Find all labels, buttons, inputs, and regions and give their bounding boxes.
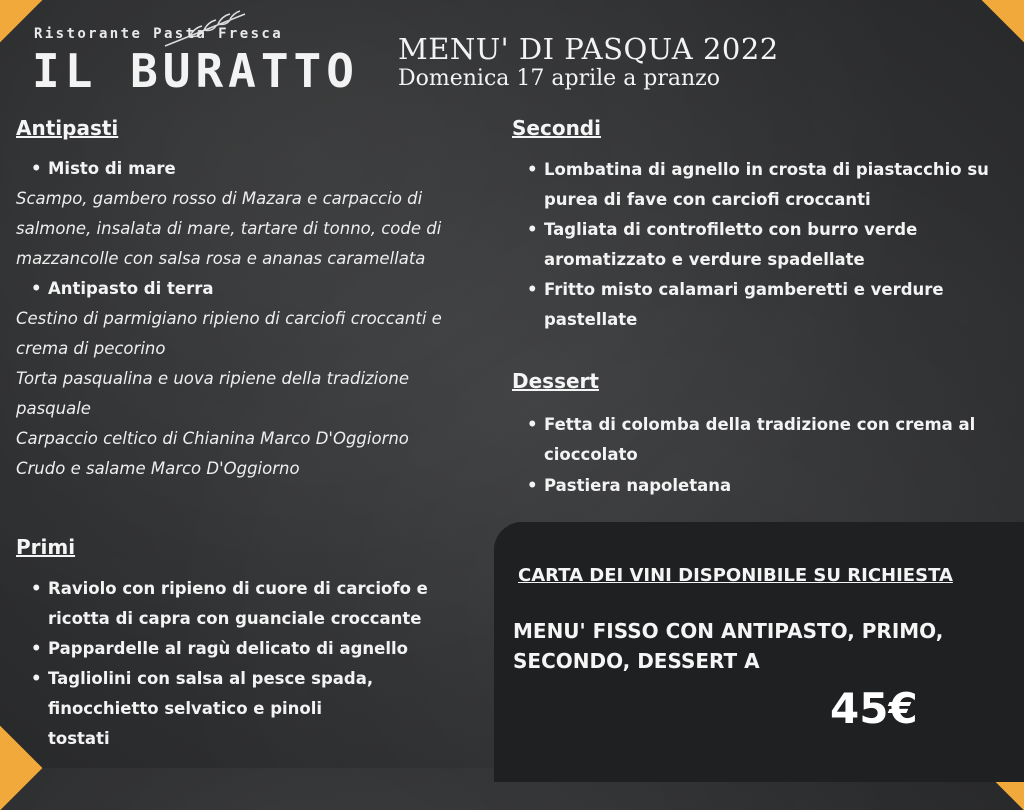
restaurant-logo: [32, 18, 359, 98]
primi-item-raviolo: • Raviolo con ripieno di cuore di carciofo e ricotta di capra con guanciale croccante: [48, 574, 443, 634]
primi-heading: Primi: [16, 535, 76, 559]
dessert-item-colomba: • Fetta di colomba della tradizione con crema al cioccolato: [544, 410, 984, 470]
logo-name: IL BURATTO: [32, 44, 359, 98]
primi-item-pappardelle: • Pappardelle al ragù delicato di agnello: [48, 634, 443, 664]
logo-subtitle: Ristorante Pasta Fresca: [34, 26, 284, 42]
antipasti-item-terra: • Antipasto di terra: [48, 274, 468, 304]
antipasti-item-mare: • Misto di mare: [48, 154, 468, 184]
fixed-menu-price: 45€: [830, 684, 918, 733]
secondi-heading: Secondi: [512, 116, 601, 140]
primi-item-tagliolini: • Tagliolini con salsa al pesce spada, finocchietto selvatico e pinoli tostati: [48, 664, 388, 754]
antipasti-desc-crudo: Crudo e salame Marco D'Oggiorno: [16, 459, 300, 478]
menu-date: Domenica 17 aprile a pranzo: [398, 66, 721, 91]
secondi-item-lombatina: • Lombatina di agnello in crosta di piastacchio su purea di fave con carciofi croccanti: [544, 155, 994, 215]
antipasti-desc-carpaccio: Carpaccio celtico di Chianina Marco D'Oggiorno: [16, 429, 409, 448]
antipasti-heading: Antipasti: [16, 116, 119, 140]
fixed-menu-text: MENU' FISSO CON ANTIPASTO, PRIMO, SECONDO, DESSERT A: [513, 619, 944, 673]
antipasti-desc-mare: Scampo, gambero rosso di Mazara e carpaccio di salmone, insalata di mare, tartare di tonno, code di mazzancolle con salsa rosa e ananas caramellata: [16, 189, 442, 268]
menu-title: MENU' DI PASQUA 2022: [398, 32, 779, 66]
dessert-heading: Dessert: [512, 369, 599, 393]
antipasti-desc-cestino: Cestino di parmigiano ripieno di carciofi croccanti e crema di pecorino: [16, 309, 442, 358]
dessert-item-pastiera: • Pastiera napoletana: [544, 471, 984, 501]
secondi-item-tagliata: • Tagliata di controfiletto con burro verde aromatizzato e verdure spadellate: [544, 215, 964, 275]
antipasti-desc-torta: Torta pasqualina e uova ripiene della tradizione pasquale: [16, 369, 409, 418]
corner-decoration-top-right: [982, 0, 1024, 42]
secondi-item-fritto: • Fritto misto calamari gamberetti e verdure pastellate: [544, 275, 964, 335]
wine-list-notice: CARTA DEI VINI DISPONIBILE SU RICHIESTA: [518, 565, 953, 586]
